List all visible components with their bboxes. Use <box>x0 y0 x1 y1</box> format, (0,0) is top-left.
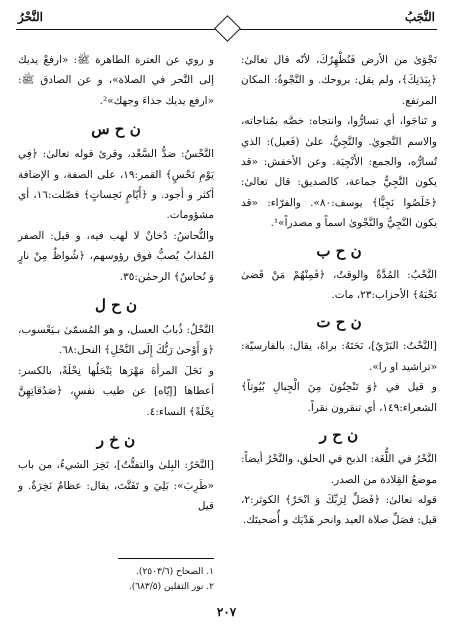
root-heading: ن خ ر <box>96 431 136 450</box>
header-first-entry: النَّجَبُ <box>404 10 435 24</box>
footnote-2: ٢. نور الثقلين (٦٨٣/٥). <box>128 582 214 592</box>
root-heading: ن ح ت <box>316 313 362 332</box>
paragraph: و روي عن العترة الطاهرة ﷺ: «ارفعْ يديك إلى النَّحر في الصلاة»، و عن الصادق ﷺ: «ارفع يديك جذاءَ وجهك»². <box>18 54 214 107</box>
paragraph: و نَحَلَ المرأةَ مَهْرَها يَنْحَلُها نِحْلَةً، بالكسر: أعطاها [إيّاه] عن طيب نفسٍ، ﴿صَدُقاتِهِنَّ نِحْلَةً﴾ النساء:٤. <box>18 364 214 418</box>
root-heading: ن ح ب <box>316 241 362 260</box>
paragraph: قوله تعالىٰ: ﴿فَصَلِّ لِرَبِّكَ وَ انْحَرْ﴾ الكوثر:٢، قيل: فصَلِّ صلاة العيد وانحر هَدْيَك و أُضحيتَك. <box>241 493 437 527</box>
footnotes <box>18 558 214 595</box>
header-last-entry: النَّحْرُ <box>18 10 43 24</box>
right-text-column <box>241 50 437 531</box>
paragraph: [النَّخَرُ: البِلىٰ والتفتُّتُ]، نَخِرَ الشيءُ، من باب «طَرِبَ»: بَلِيَ و تَفَتَّتَ، يقال: عظامٌ نَخِرَةٌ. و قيل <box>18 459 214 512</box>
root-heading: ن ح ر <box>319 426 359 445</box>
footnote-separator <box>118 558 214 559</box>
paragraph: النَّحْلُ: ذُبابُ العسل، و هو المُسمّىٰ بـيَعْسوب، ﴿وَ أَوْحىٰ رَبُّكَ إِلَى النَّحْلِ﴾ النحل:٦٨. <box>18 324 214 357</box>
page-number: ٢٠٧ <box>216 605 237 619</box>
paragraph: نَجْوَىٰ من الأرض فَنُظْهِرُكَ، لأنّه قال تعالىٰ: ﴿بِبَدَنِكَ﴾، ولم يقل: بروحك. و النَّجْوةُ: المكان المرتفع. <box>241 54 437 107</box>
footnote-1: ١. الصحاح (٢٥٠٣/٦). <box>136 567 214 577</box>
root-heading: ن ح ل <box>94 296 138 315</box>
paragraph: و تَناجَوا، أي تسارُّوا، وانتجاه: خصَّه بمُناجاته، والاسم النَّجويٰ. والنَّجِيُّ، علىٰ (فَعيل): الذي تُسارُّه، والجمع: الأَنْجِيَة. وعن الأخفش: «قد يكون النَّجِيُّ جماعة، كالصديق: قال تعالىٰ: ﴿خَلَصُوا نَجِيًّا﴾ يوسف:٨٠». والفرّاء: «قد يكون النَّجِيُّ والنَّجْوىٰ اسماً و مصدراً»¹. <box>241 115 437 230</box>
paragraph: [النَّحْتُ: البَرْيُ]، نَحَتَهُ: براهُ، يقال: بالفارسيّة: «تراشيد او را». <box>241 340 437 373</box>
left-text-column <box>18 50 214 516</box>
paragraph: والنُّحاسُ: دُخانٌ لا لهب فيه، و قيل: الصفر المُذابُ يُصبُّ فوق رؤوسهم، ﴿شُواظٌ مِنْ نارٍ وَ نُحاسٌ﴾ الرحمٰن:٣٥. <box>18 229 214 283</box>
running-header <box>16 10 437 40</box>
header-diamond-ornament <box>214 15 241 42</box>
root-heading: ن ح س <box>91 120 141 139</box>
paragraph: النَّحْبُ: المُدَّةُ والوقتُ، ﴿فَمِنْهُمْ مَنْ قَضىٰ نَحْبَهُ﴾ الأحزاب:٢٣، مات. <box>241 268 437 302</box>
paragraph: و قيل في ﴿وَ تَنْحِتُونَ مِنَ الْجِبالِ بُيُوتاً﴾ الشعراء:١٤٩، أي تنقرون نقراً. <box>241 381 437 414</box>
paragraph: النَّحْرُ في اللُّغَة: الذبح في الحلق، والنَّحْرُ أيضاً: موضعُ القِلادة من الصدر. <box>241 453 437 486</box>
paragraph: النَّحْسُ: ضدُّ السَّعْد، وقرئ قوله تعالىٰ: ﴿فِي يَوْمِ نَحْسٍ﴾ القمر:١٩، على الصفة، و الإضافة أكثر و أجود. و ﴿أَيّامٍ نَحِساتٍ﴾ فصّلت:١٦، أي مشؤومات. <box>18 148 215 222</box>
